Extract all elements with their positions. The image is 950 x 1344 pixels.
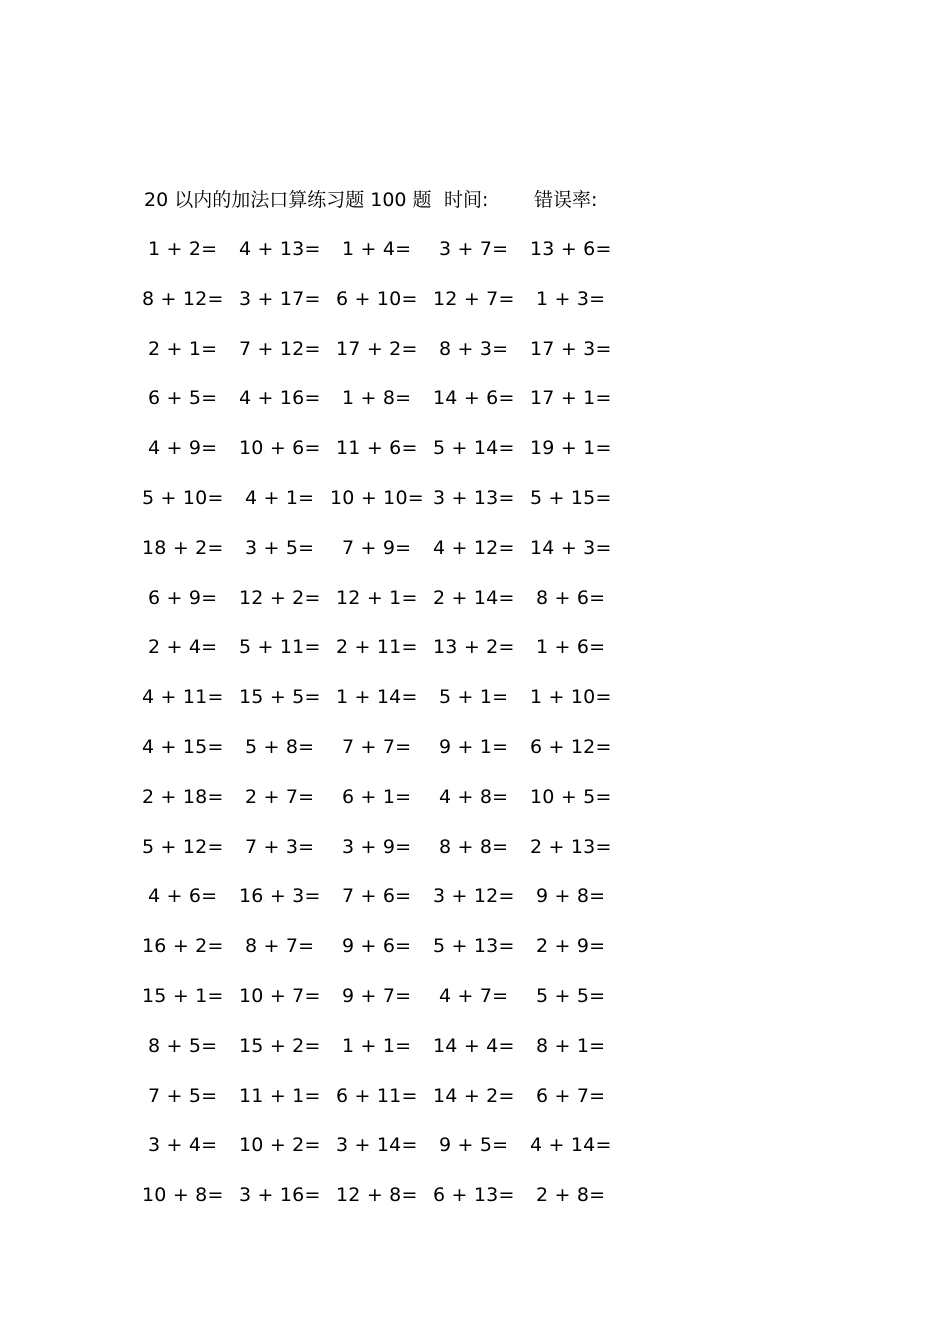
- problem-item: 4 + 16=: [239, 387, 321, 409]
- time-label: 时间:: [444, 189, 489, 211]
- problem-item: 10 + 7=: [239, 985, 321, 1007]
- problem-item: 6 + 5=: [148, 387, 218, 409]
- problem-item: 9 + 8=: [536, 885, 606, 907]
- problem-item: 9 + 6=: [342, 935, 412, 957]
- problem-item: 14 + 6=: [433, 387, 515, 409]
- problem-item: 5 + 14=: [433, 437, 515, 459]
- problem-item: 4 + 12=: [433, 537, 515, 559]
- problem-item: 4 + 7=: [439, 985, 509, 1007]
- problem-item: 5 + 15=: [530, 487, 612, 509]
- problem-item: 5 + 5=: [536, 985, 606, 1007]
- problem-item: 11 + 6=: [336, 437, 418, 459]
- problem-item: 2 + 13=: [530, 836, 612, 858]
- problem-item: 6 + 7=: [536, 1085, 606, 1107]
- problem-item: 14 + 2=: [433, 1085, 515, 1107]
- problem-item: 15 + 1=: [142, 985, 224, 1007]
- problem-item: 6 + 10=: [336, 288, 418, 310]
- problem-item: 3 + 16=: [239, 1184, 321, 1206]
- problem-item: 6 + 11=: [336, 1085, 418, 1107]
- problem-item: 1 + 4=: [342, 238, 412, 260]
- problem-item: 7 + 12=: [239, 338, 321, 360]
- problem-item: 5 + 8=: [245, 736, 315, 758]
- problem-item: 4 + 15=: [142, 736, 224, 758]
- problem-item: 1 + 3=: [536, 288, 606, 310]
- problem-item: 12 + 1=: [336, 587, 418, 609]
- problem-item: 7 + 3=: [245, 836, 315, 858]
- problem-item: 14 + 3=: [530, 537, 612, 559]
- problem-item: 4 + 1=: [245, 487, 315, 509]
- problem-item: 3 + 9=: [342, 836, 412, 858]
- problem-item: 1 + 1=: [342, 1035, 412, 1057]
- problem-item: 8 + 3=: [439, 338, 509, 360]
- problem-item: 12 + 2=: [239, 587, 321, 609]
- problem-item: 17 + 1=: [530, 387, 612, 409]
- problem-item: 2 + 8=: [536, 1184, 606, 1206]
- problem-item: 19 + 1=: [530, 437, 612, 459]
- problem-item: 2 + 18=: [142, 786, 224, 808]
- problem-item: 10 + 2=: [239, 1134, 321, 1156]
- problem-item: 5 + 13=: [433, 935, 515, 957]
- problem-item: 8 + 5=: [148, 1035, 218, 1057]
- problem-item: 4 + 6=: [148, 885, 218, 907]
- problem-item: 7 + 7=: [342, 736, 412, 758]
- problem-item: 3 + 17=: [239, 288, 321, 310]
- problem-item: 4 + 13=: [239, 238, 321, 260]
- problem-item: 3 + 4=: [148, 1134, 218, 1156]
- problem-item: 7 + 9=: [342, 537, 412, 559]
- worksheet-title: 20 以内的加法口算练习题 100 题: [144, 189, 432, 211]
- problem-item: 18 + 2=: [142, 537, 224, 559]
- problem-item: 17 + 2=: [336, 338, 418, 360]
- problem-item: 1 + 8=: [342, 387, 412, 409]
- problem-item: 5 + 11=: [239, 636, 321, 658]
- problem-item: 2 + 7=: [245, 786, 315, 808]
- problem-item: 1 + 2=: [148, 238, 218, 260]
- problem-item: 3 + 12=: [433, 885, 515, 907]
- problem-item: 8 + 6=: [536, 587, 606, 609]
- problem-item: 1 + 10=: [530, 686, 612, 708]
- problem-item: 8 + 8=: [439, 836, 509, 858]
- problem-item: 5 + 1=: [439, 686, 509, 708]
- problem-item: 1 + 6=: [536, 636, 606, 658]
- problem-item: 13 + 6=: [530, 238, 612, 260]
- problem-item: 15 + 5=: [239, 686, 321, 708]
- problem-item: 9 + 7=: [342, 985, 412, 1007]
- problem-item: 15 + 2=: [239, 1035, 321, 1057]
- problem-item: 4 + 14=: [530, 1134, 612, 1156]
- problem-item: 2 + 9=: [536, 935, 606, 957]
- problem-item: 10 + 8=: [142, 1184, 224, 1206]
- problem-item: 2 + 14=: [433, 587, 515, 609]
- problem-item: 2 + 1=: [148, 338, 218, 360]
- problem-item: 10 + 6=: [239, 437, 321, 459]
- problem-item: 13 + 2=: [433, 636, 515, 658]
- problem-item: 8 + 1=: [536, 1035, 606, 1057]
- problem-item: 5 + 12=: [142, 836, 224, 858]
- problem-item: 17 + 3=: [530, 338, 612, 360]
- problem-item: 4 + 9=: [148, 437, 218, 459]
- problem-item: 2 + 11=: [336, 636, 418, 658]
- problem-item: 6 + 9=: [148, 587, 218, 609]
- problem-item: 4 + 11=: [142, 686, 224, 708]
- problem-item: 8 + 12=: [142, 288, 224, 310]
- problem-item: 9 + 5=: [439, 1134, 509, 1156]
- problem-item: 8 + 7=: [245, 935, 315, 957]
- problem-item: 11 + 1=: [239, 1085, 321, 1107]
- problem-item: 6 + 12=: [530, 736, 612, 758]
- problem-item: 3 + 13=: [433, 487, 515, 509]
- problem-item: 5 + 10=: [142, 487, 224, 509]
- problem-item: 14 + 4=: [433, 1035, 515, 1057]
- problem-item: 6 + 13=: [433, 1184, 515, 1206]
- problem-item: 9 + 1=: [439, 736, 509, 758]
- problem-item: 3 + 14=: [336, 1134, 418, 1156]
- error-rate-label: 错误率:: [534, 189, 598, 211]
- problem-item: 3 + 5=: [245, 537, 315, 559]
- problem-item: 4 + 8=: [439, 786, 509, 808]
- problem-item: 6 + 1=: [342, 786, 412, 808]
- problem-item: 2 + 4=: [148, 636, 218, 658]
- problem-item: 7 + 5=: [148, 1085, 218, 1107]
- problem-item: 3 + 7=: [439, 238, 509, 260]
- problem-item: 1 + 14=: [336, 686, 418, 708]
- problem-item: 7 + 6=: [342, 885, 412, 907]
- problem-item: 16 + 2=: [142, 935, 224, 957]
- problem-item: 12 + 8=: [336, 1184, 418, 1206]
- problem-item: 12 + 7=: [433, 288, 515, 310]
- problem-item: 10 + 5=: [530, 786, 612, 808]
- problem-item: 10 + 10=: [330, 487, 424, 509]
- problem-item: 16 + 3=: [239, 885, 321, 907]
